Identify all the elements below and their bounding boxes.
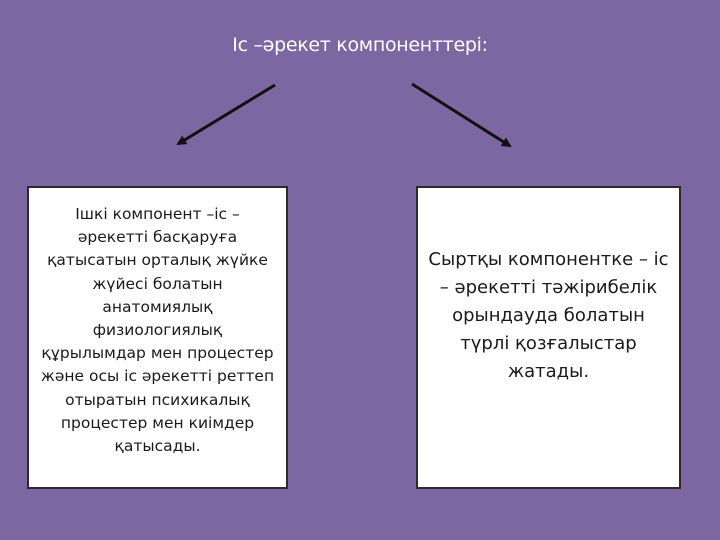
external-component-text: – іс – әрекетті тәжірибелік орындауда болатын түрлі қозғалыстар жатады. — [439, 249, 669, 382]
arrow-left — [178, 85, 275, 144]
external-component-box — [416, 186, 681, 489]
arrow-right — [412, 84, 510, 146]
slide-title: Іс –әрекет компоненттері: — [232, 34, 488, 56]
external-component-term: Сыртқы компонентке — [428, 249, 634, 270]
internal-component-box — [27, 186, 288, 489]
internal-component-text: –іс – әрекетті басқаруға қатысатын орталық жүйке жүйесі болатын анатомиялық физиологиялық құрылымдар мен процестер және осы іс әрекетті реттеп отыратын психикалық процестер мен киімдер қатысады. — [40, 205, 275, 456]
internal-component-term: Ішкі компонент — [75, 205, 202, 223]
